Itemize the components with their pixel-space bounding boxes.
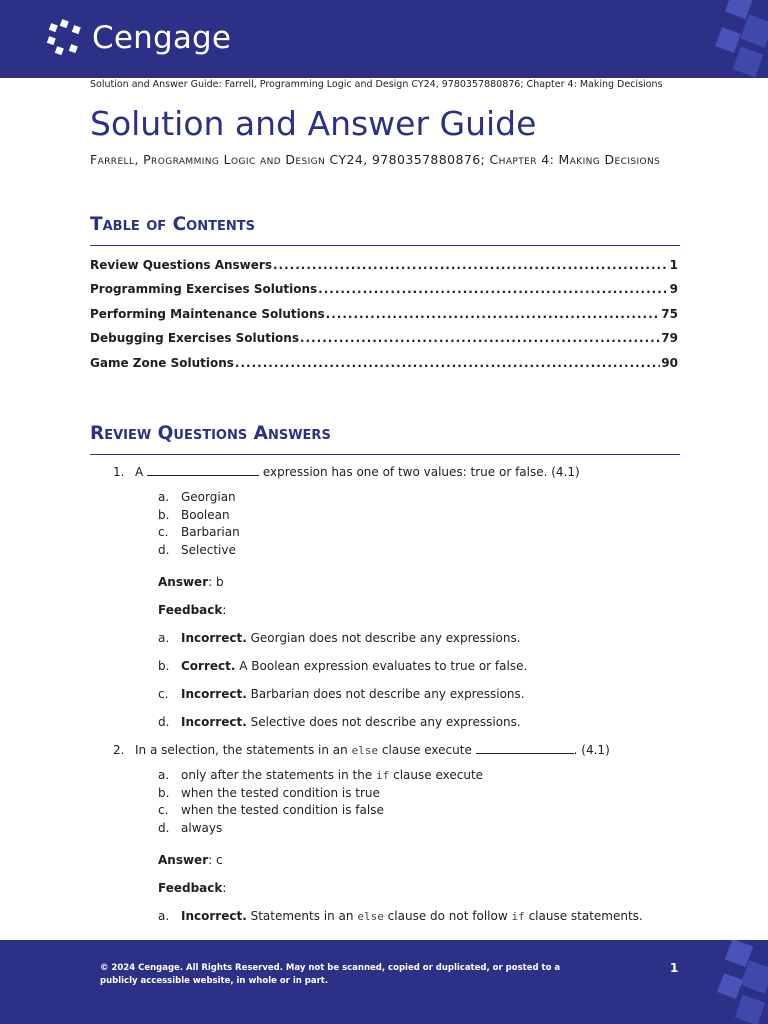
table-of-contents — [90, 258, 678, 380]
code-keyword: if — [511, 910, 525, 923]
feedback-text: Barbarian does not describe any expressions. — [250, 687, 525, 701]
answer-blank — [147, 465, 259, 476]
option-letter: b. — [158, 507, 170, 522]
question-text: . (4.1) — [573, 743, 610, 757]
question-text: clause execute — [381, 743, 472, 757]
toc-heading: Table of Contents — [90, 214, 255, 235]
answer-line — [158, 575, 224, 589]
feedback-text: Georgian does not describe any expressions. — [250, 631, 521, 645]
question-1 — [113, 465, 580, 479]
feedback-verdict: Incorrect. — [181, 715, 247, 729]
option-item — [158, 525, 240, 543]
toc-entry-label: Review Questions Answers — [90, 258, 272, 272]
page-subtitle: Farrell, Programming Logic and Design CY24, 9780357880876; Chapter 4: Making Decisions — [90, 152, 661, 167]
feedback-letter: b. — [158, 659, 170, 673]
review-heading: Review Questions Answers — [90, 423, 331, 444]
cengage-logo-icon — [46, 18, 86, 58]
option-letter: a. — [158, 768, 170, 782]
option-letter: b. — [158, 785, 170, 800]
feedback-verdict: Incorrect. — [181, 687, 247, 701]
toc-leader — [300, 331, 660, 345]
toc-entry[interactable] — [90, 307, 678, 331]
feedback-text: A Boolean expression evaluates to true or false. — [239, 659, 528, 673]
answer-value: : b — [208, 575, 224, 589]
feedback-label: Feedback — [158, 881, 223, 895]
feedback-letter: a. — [158, 909, 170, 923]
toc-entry[interactable] — [90, 331, 678, 355]
toc-leader — [318, 282, 669, 296]
toc-rule — [90, 245, 680, 246]
answer-label: Answer — [158, 853, 209, 867]
feedback-colon: : — [222, 603, 227, 617]
option-letter: a. — [158, 490, 170, 504]
cengage-logo — [46, 18, 231, 58]
option-item — [158, 821, 483, 839]
feedback-item — [158, 659, 527, 673]
option-text: clause execute — [393, 768, 484, 782]
feedback-label-line — [158, 881, 226, 895]
code-keyword: else — [351, 744, 379, 757]
option-item — [158, 768, 483, 786]
toc-entry-page: 79 — [661, 331, 678, 346]
toc-entry[interactable] — [90, 356, 678, 380]
feedback-verdict: Incorrect. — [181, 909, 247, 923]
page-title: Solution and Answer Guide — [90, 104, 537, 143]
feedback-label-line — [158, 603, 226, 617]
feedback-verdict: Correct. — [181, 659, 236, 673]
question-number: 1. — [113, 465, 125, 479]
toc-entry[interactable] — [90, 282, 678, 306]
review-rule — [90, 454, 680, 455]
page-footer — [0, 940, 768, 1024]
running-head: Solution and Answer Guide: Farrell, Programming Logic and Design CY24, 9780357880876; Chapter 4: Making Decisions — [90, 79, 663, 90]
option-letter: c. — [158, 525, 169, 539]
question-2 — [113, 743, 610, 757]
feedback-item — [158, 909, 643, 923]
option-text: always — [181, 820, 223, 835]
toc-leader — [235, 356, 660, 370]
question-text: expression has one of two values: true or false. (4.1) — [262, 465, 580, 479]
answer-line — [158, 853, 223, 867]
feedback-item — [158, 687, 525, 701]
code-keyword: else — [357, 910, 384, 923]
toc-entry-label: Programming Exercises Solutions — [90, 282, 318, 297]
option-item — [158, 786, 483, 804]
feedback-letter: c. — [158, 687, 169, 701]
option-item — [158, 508, 240, 526]
question-text: A — [135, 465, 144, 479]
answer-value: : c — [208, 853, 223, 867]
decorative-pattern-icon — [678, 0, 768, 78]
answer-blank — [476, 743, 574, 754]
option-text: Boolean — [181, 507, 230, 522]
toc-entry-page: 75 — [661, 306, 678, 321]
feedback-text: Statements in an — [250, 909, 354, 923]
feedback-text: clause do not follow — [387, 909, 508, 923]
toc-entry-page: 1 — [669, 258, 678, 272]
feedback-text: clause statements. — [528, 909, 643, 923]
feedback-item — [158, 631, 521, 645]
copyright-notice: © 2024 Cengage. All Rights Reserved. May not be scanned, copied or duplicated, or posted to a publicly accessible website, in whole or in part. — [100, 963, 561, 986]
toc-entry-label: Debugging Exercises Solutions — [90, 331, 299, 346]
toc-leader — [326, 307, 661, 321]
option-text: Selective — [181, 542, 236, 557]
question-text: In a selection, the statements in an — [135, 743, 348, 757]
feedback-item — [158, 715, 521, 729]
option-text: Georgian — [181, 490, 236, 504]
toc-entry-page: 90 — [661, 355, 678, 370]
feedback-text: Selective does not describe any expressions. — [250, 715, 521, 729]
option-text: when the tested condition is true — [181, 785, 380, 800]
option-item — [158, 543, 240, 561]
code-keyword: if — [376, 769, 390, 782]
toc-entry[interactable] — [90, 258, 678, 282]
page-header — [0, 0, 768, 78]
feedback-letter: a. — [158, 631, 170, 645]
option-text: when the tested condition is false — [181, 803, 384, 817]
decorative-pattern-icon — [678, 940, 768, 1024]
option-letter: c. — [158, 803, 169, 817]
option-text: Barbarian — [181, 525, 240, 539]
option-item — [158, 803, 483, 821]
toc-entry-page: 9 — [669, 282, 678, 297]
toc-entry-label: Game Zone Solutions — [90, 355, 234, 370]
feedback-label: Feedback — [158, 603, 223, 617]
option-letter: d. — [158, 820, 170, 835]
page-number: 1 — [670, 961, 679, 975]
option-letter: d. — [158, 542, 170, 557]
question-number: 2. — [113, 743, 125, 757]
feedback-verdict: Incorrect. — [181, 631, 247, 645]
toc-entry-label: Performing Maintenance Solutions — [90, 306, 325, 321]
toc-leader — [273, 258, 669, 272]
feedback-letter: d. — [158, 715, 170, 729]
answer-label: Answer — [158, 575, 209, 589]
option-item — [158, 490, 240, 508]
feedback-colon: : — [222, 881, 227, 895]
brand-name: Cengage — [92, 20, 232, 56]
option-text: only after the statements in the — [181, 768, 373, 782]
question-1-options — [158, 490, 240, 560]
question-2-options — [158, 768, 483, 838]
